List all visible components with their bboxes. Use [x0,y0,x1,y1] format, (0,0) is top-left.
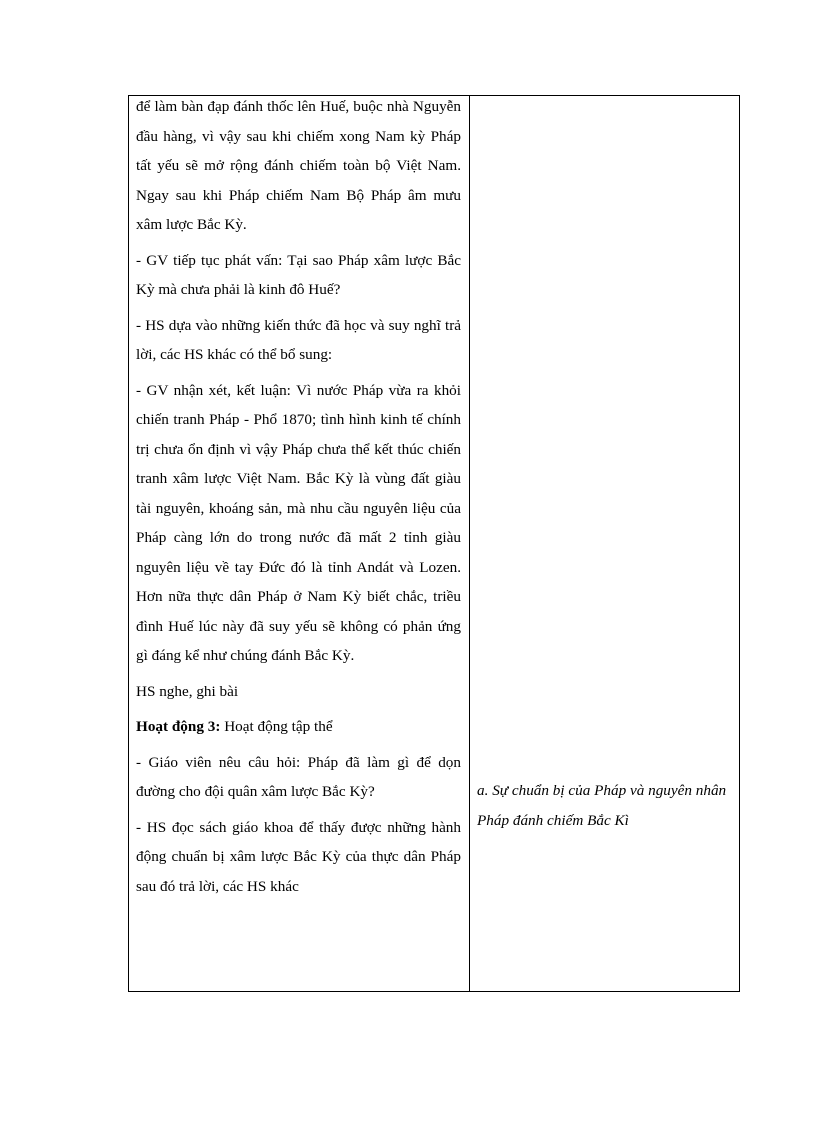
paragraph-gv-question: - GV tiếp tục phát vấn: Tại sao Pháp xâm lược Bắc Kỳ mà chưa phải là kinh đô Huế? [136,251,461,298]
lesson-table [128,95,740,992]
teaching-activities-column [129,96,470,991]
activity-text: Hoạt động tập thể [220,718,333,735]
knowledge-column [470,96,739,991]
paragraph-gv-conclusion: - GV nhận xét, kết luận: Vì nước Pháp vừa ra khỏi chiến tranh Pháp - Phổ 1870; tình hình kinh tế chính trị chưa ổn định vì vậy Pháp chưa thể kết thúc chiến tranh xâm lược Việt Nam. Bắc Kỳ là vùng đất giàu tài nguyên, khoáng sản, mà nhu cầu nguyên liệu của Pháp càng lớn do trong nước đã mất 2 tỉnh giàu nguyên liệu về tay Đức đó là tỉnh Andát và Lozen. Hơn nữa thực dân Pháp ở Nam Kỳ biết chắc, triều đình Huế lúc này đã suy yếu sẽ không có phản ứng gì đáng kể như chúng đánh Bắc Kỳ. [136,381,461,664]
paragraph-hs-answer: - HS dựa vào những kiến thức đã học và suy nghĩ trả lời, các HS khác có thể bổ sung: [136,316,461,363]
paragraph-intro: để làm bàn đạp đánh thốc lên Huế, buộc nhà Nguyễn đầu hàng, vì vậy sau khi chiếm xong Nam kỳ Pháp tất yếu sẽ mở rộng đánh chiếm toàn bộ Việt Nam. Ngay sau khi Pháp chiếm Nam Bộ Pháp âm mưu xâm lược Bắc Kỳ. [136,98,461,233]
paragraph-hs-note: HS nghe, ghi bài [136,682,239,700]
section-heading: a. Sự chuẩn bị của Pháp và nguyên nhân Pháp đánh chiếm Bắc Kì [477,782,727,829]
activity-heading [136,712,461,742]
paragraph-teacher-question: - Giáo viên nêu câu hỏi: Pháp đã làm gì để dọn đường cho đội quân xâm lược Bắc Kỳ? [136,753,461,800]
paragraph-hs-reading: - HS đọc sách giáo khoa để thấy được những hành động chuẩn bị xâm lược Bắc Kỳ của thực dân Pháp sau đó trả lời, các HS khác [136,818,461,895]
activity-label: Hoạt động 3: [136,718,221,735]
